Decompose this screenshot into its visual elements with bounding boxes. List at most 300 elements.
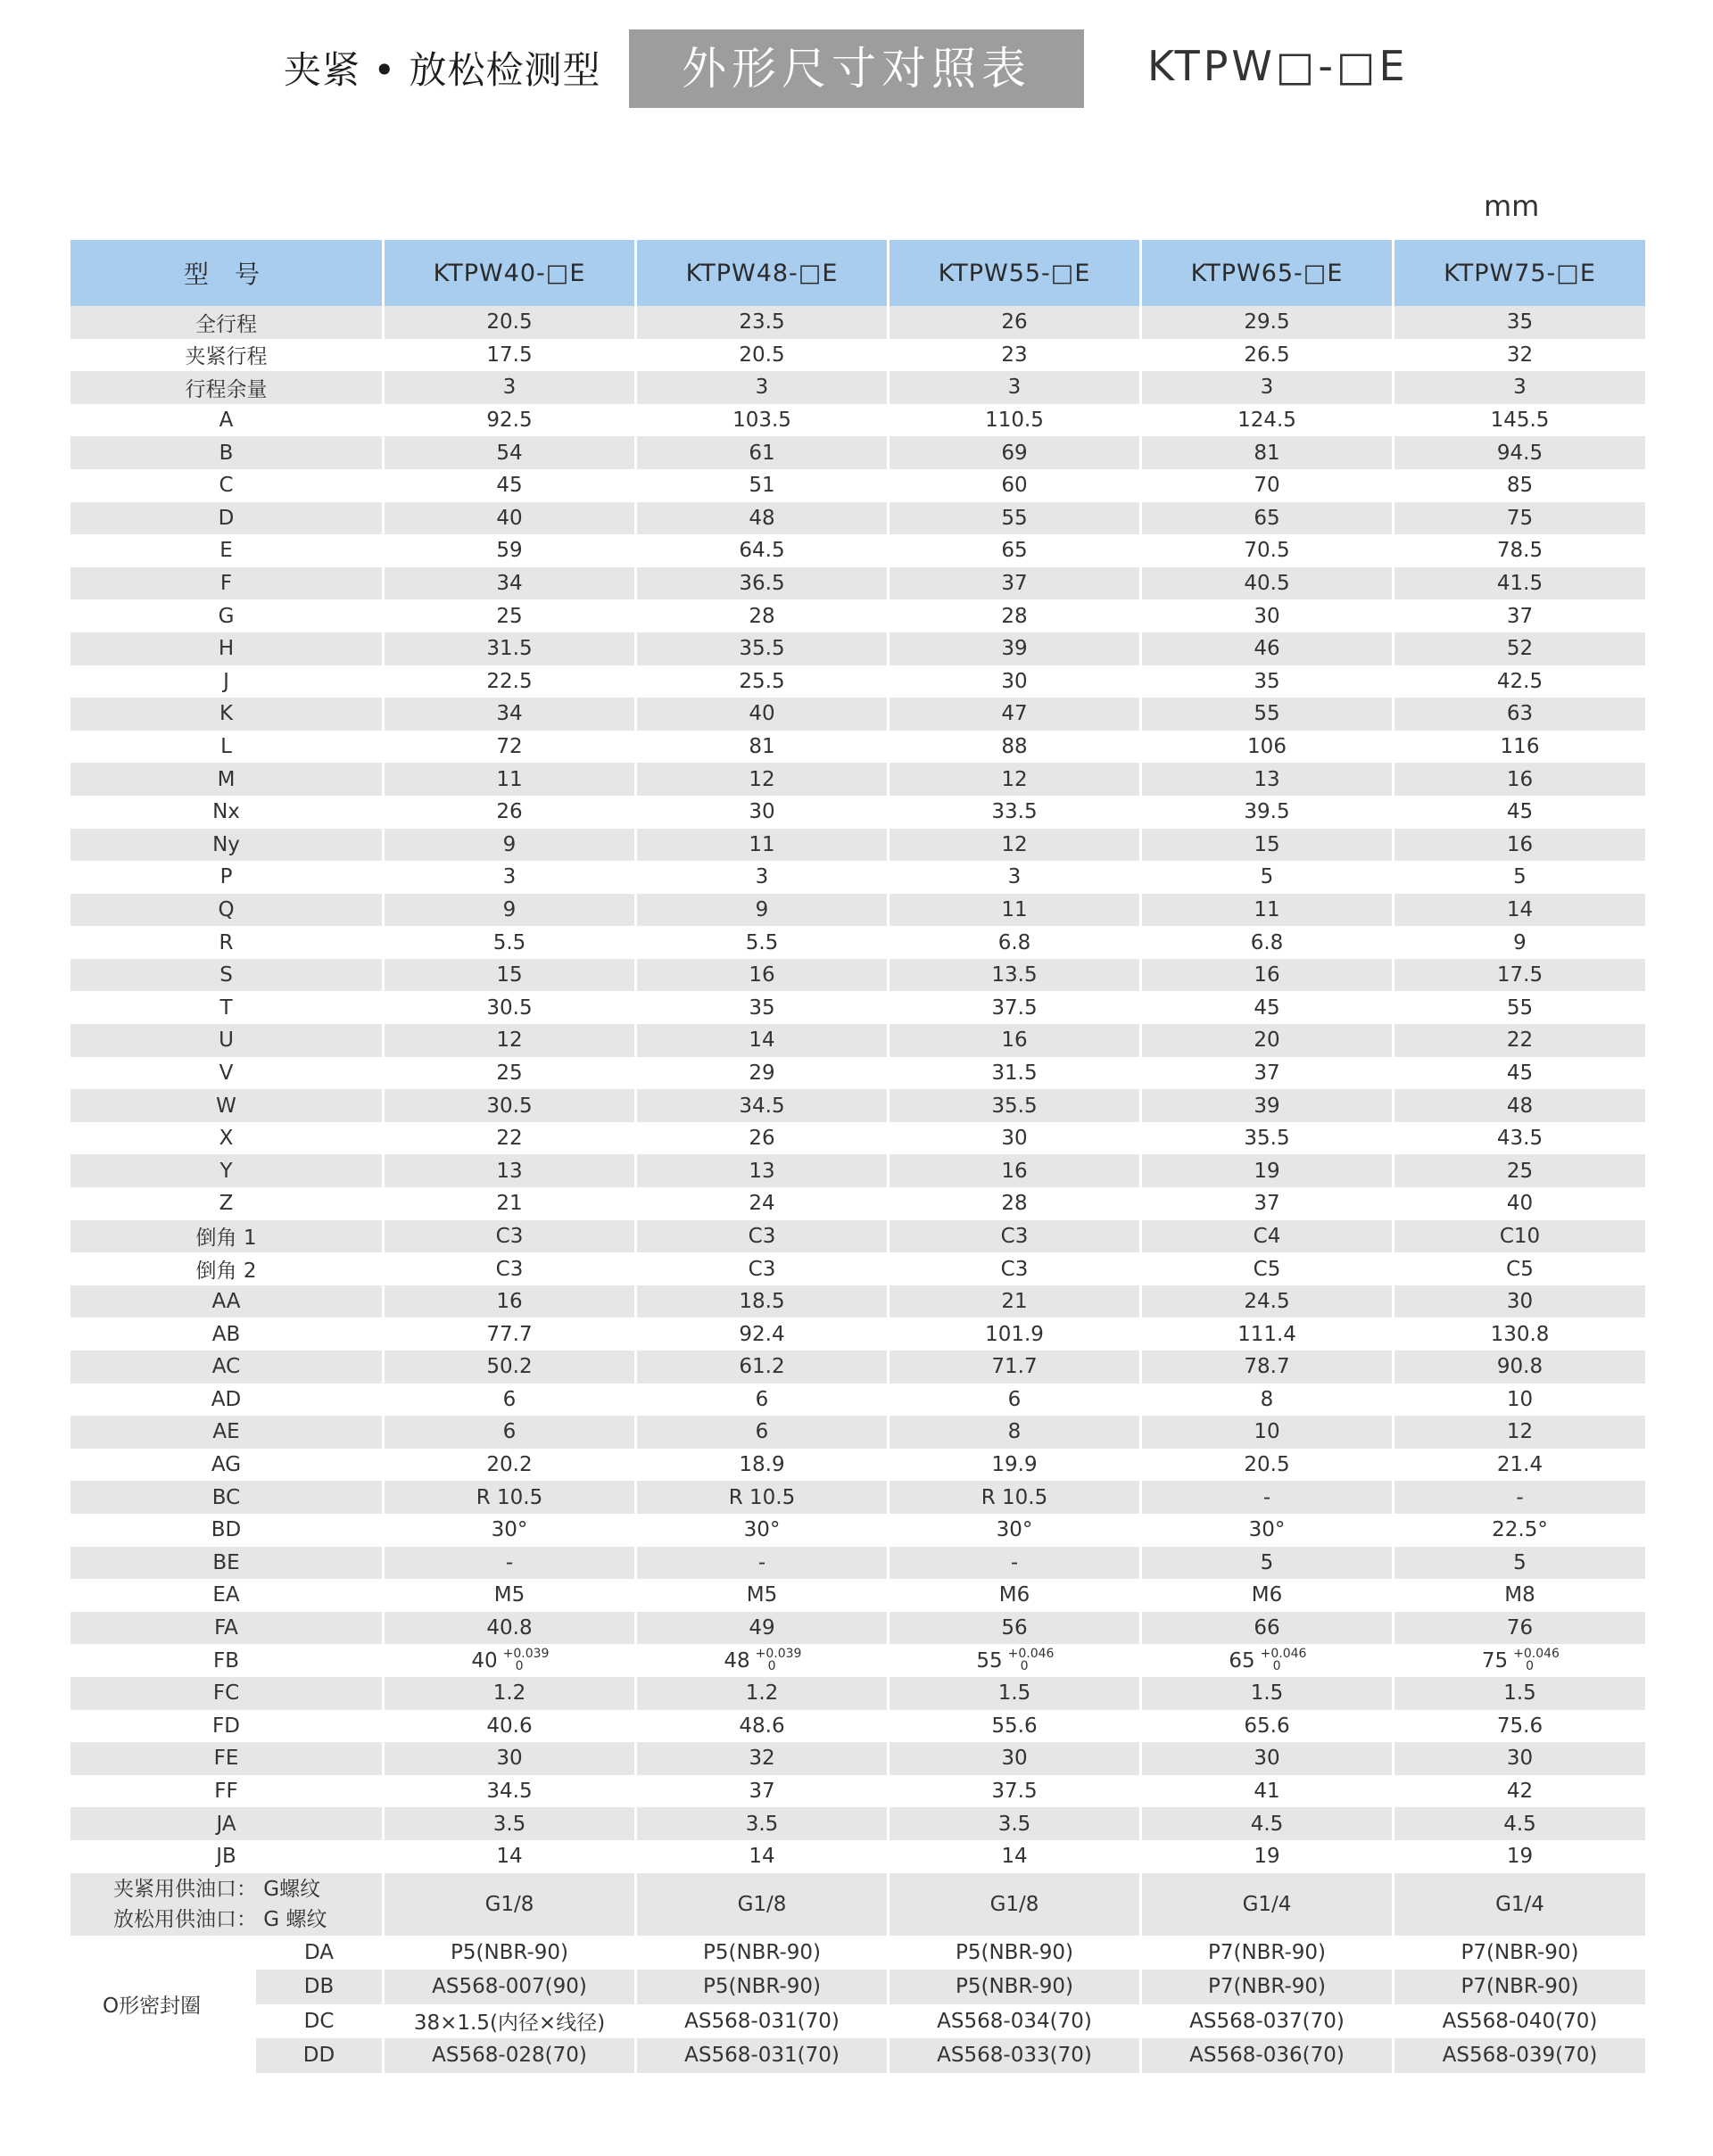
row-label: X [70, 1122, 384, 1155]
model-header-label: 型 号 [70, 240, 384, 306]
table-cell: 5.5 [384, 926, 636, 959]
table-cell: 55 [1141, 698, 1394, 731]
table-cell: 30° [889, 1514, 1141, 1547]
table-row [70, 1936, 1647, 1970]
table-cell: 49 [636, 1612, 889, 1645]
table-cell: 3 [1394, 371, 1647, 404]
table-cell: 23 [889, 339, 1141, 372]
table-cell: 20.5 [636, 339, 889, 372]
row-label: BC [70, 1481, 384, 1514]
table-cell: 16 [384, 1285, 636, 1318]
table-cell: 19.9 [889, 1449, 1141, 1482]
row-label: P [70, 861, 384, 894]
table-cell: AS568-028(70) [384, 2038, 636, 2073]
row-label: S [70, 959, 384, 992]
row-label: E [70, 534, 384, 567]
table-cell: 116 [1394, 731, 1647, 764]
tolerance-base: 48 [724, 1648, 750, 1673]
table-cell: 14 [636, 1840, 889, 1873]
table-cell: 9 [636, 894, 889, 927]
table-cell: 26 [636, 1122, 889, 1155]
table-cell: M8 [1394, 1579, 1647, 1612]
table-cell: P7(NBR-90) [1141, 1970, 1394, 2004]
table-cell: 18.5 [636, 1285, 889, 1318]
table-cell: 85 [1394, 469, 1647, 502]
table-cell: C3 [384, 1252, 636, 1285]
table-cell: 92.4 [636, 1318, 889, 1351]
table-cell: 24.5 [1141, 1285, 1394, 1318]
table-row [70, 306, 1647, 339]
table-row [70, 665, 1647, 698]
table-cell: 42.5 [1394, 665, 1647, 698]
table-cell: 28 [636, 599, 889, 632]
table-cell: M6 [1141, 1579, 1394, 1612]
table-cell: 90.8 [1394, 1351, 1647, 1384]
table-cell: 6 [384, 1416, 636, 1449]
tolerance-limits [1261, 1648, 1305, 1674]
row-label: AD [70, 1384, 384, 1417]
row-label: FA [70, 1612, 384, 1645]
table-cell: 34.5 [636, 1089, 889, 1122]
row-label: B [70, 436, 384, 469]
table-cell: 145.5 [1394, 404, 1647, 437]
table-cell: 77.7 [384, 1318, 636, 1351]
table-cell: 3 [889, 861, 1141, 894]
table-cell: 14 [889, 1840, 1141, 1873]
table-cell: C3 [384, 1220, 636, 1253]
table-cell: 11 [636, 829, 889, 862]
row-label: FE [70, 1742, 384, 1775]
table-cell: 3 [636, 861, 889, 894]
table-cell: G1/8 [384, 1873, 636, 1936]
table-row [70, 1481, 1647, 1514]
table-cell: 38×1.5(内径×线径) [384, 2004, 636, 2039]
table-cell: 1.2 [636, 1677, 889, 1710]
table-cell: AS568-031(70) [636, 2004, 889, 2039]
table-cell: 32 [1394, 339, 1647, 372]
table-cell: 32 [636, 1742, 889, 1775]
table-cell: 26 [384, 796, 636, 829]
table-cell: 12 [889, 763, 1141, 796]
table-cell: 12 [636, 763, 889, 796]
table-cell: 1.5 [1141, 1677, 1394, 1710]
table-cell: 9 [384, 829, 636, 862]
table-cell: 37 [1141, 1187, 1394, 1220]
table-cell: AS568-034(70) [889, 2004, 1141, 2039]
oring-code: DB [255, 1970, 384, 2004]
table-row [70, 1351, 1647, 1384]
table-row [70, 1416, 1647, 1449]
tolerance-lower: 0 [1272, 1658, 1281, 1673]
row-label: 夹紧行程 [70, 339, 384, 372]
table-cell: 92.5 [384, 404, 636, 437]
table-cell: 37.5 [889, 1775, 1141, 1808]
table-cell: P5(NBR-90) [384, 1936, 636, 1970]
row-label: L [70, 731, 384, 764]
table-cell: 40.5 [1141, 567, 1394, 600]
table-cell: AS568-031(70) [636, 2038, 889, 2073]
table-cell: 16 [889, 1154, 1141, 1187]
table-cell: 22 [384, 1122, 636, 1155]
table-cell: 36.5 [636, 567, 889, 600]
table-row [70, 1057, 1647, 1090]
table-cell: G1/4 [1141, 1873, 1394, 1936]
table-cell: 37 [636, 1775, 889, 1808]
table-cell: 75.6 [1394, 1710, 1647, 1743]
row-label: JB [70, 1840, 384, 1873]
table-row [70, 534, 1647, 567]
table-cell: 56 [889, 1612, 1141, 1645]
table-row [70, 1775, 1647, 1808]
row-label: AB [70, 1318, 384, 1351]
table-row [70, 1710, 1647, 1743]
table-cell: 43.5 [1394, 1122, 1647, 1155]
table-row [70, 1220, 1647, 1253]
tolerance-limits [756, 1648, 800, 1674]
table-row [70, 763, 1647, 796]
table-cell: 61 [636, 436, 889, 469]
table-cell: 40 [384, 502, 636, 535]
table-cell: 22.5 [384, 665, 636, 698]
table-cell: 5 [1141, 1547, 1394, 1580]
table-row [70, 1252, 1647, 1285]
tolerance-cell [889, 1644, 1141, 1677]
row-label: AG [70, 1449, 384, 1482]
row-label: 倒角 1 [70, 1220, 384, 1253]
table-cell: G1/4 [1394, 1873, 1647, 1936]
table-cell: 11 [889, 894, 1141, 927]
row-label: FD [70, 1710, 384, 1743]
table-cell: 5.5 [636, 926, 889, 959]
row-label: FC [70, 1677, 384, 1710]
table-cell: 19 [1141, 1840, 1394, 1873]
table-cell: 19 [1141, 1154, 1394, 1187]
table-cell: 6.8 [1141, 926, 1394, 959]
tolerance-upper: +0.039 [502, 1646, 550, 1661]
table-row [70, 1187, 1647, 1220]
table-cell: 51 [636, 469, 889, 502]
oring-label: O形密封圈 [70, 1936, 255, 2073]
table-cell: 47 [889, 698, 1141, 731]
table-cell: 70.5 [1141, 534, 1394, 567]
table-cell: 37 [1141, 1057, 1394, 1090]
table-cell: 110.5 [889, 404, 1141, 437]
table-row [70, 1742, 1647, 1775]
table-cell: C3 [636, 1252, 889, 1285]
table-cell: 40 [636, 698, 889, 731]
tolerance-lower: 0 [1020, 1658, 1029, 1673]
table-cell: 26.5 [1141, 339, 1394, 372]
table-cell: 30° [1141, 1514, 1394, 1547]
table-cell: 19 [1394, 1840, 1647, 1873]
table-cell: R 10.5 [889, 1481, 1141, 1514]
tolerance-lower: 0 [1526, 1658, 1535, 1673]
table-cell: C4 [1141, 1220, 1394, 1253]
table-cell: AS568-033(70) [889, 2038, 1141, 2073]
table-row [70, 894, 1647, 927]
table-cell: 4.5 [1394, 1807, 1647, 1840]
row-label: D [70, 502, 384, 535]
table-row [70, 469, 1647, 502]
table-cell: 13 [384, 1154, 636, 1187]
row-label: AA [70, 1285, 384, 1318]
oring-code: DA [255, 1936, 384, 1970]
row-label: BE [70, 1547, 384, 1580]
table-cell: 21.4 [1394, 1449, 1647, 1482]
table-row [70, 404, 1647, 437]
table-cell: 20.5 [1141, 1449, 1394, 1482]
table-cell: 35 [1141, 665, 1394, 698]
table-cell: 40.8 [384, 1612, 636, 1645]
row-label: 全行程 [70, 306, 384, 339]
table-cell: 12 [1394, 1416, 1647, 1449]
table-cell: 35.5 [889, 1089, 1141, 1122]
table-cell: 45 [1141, 991, 1394, 1024]
table-row [70, 1024, 1647, 1057]
tolerance-base: 40 [471, 1648, 498, 1673]
row-label: T [70, 991, 384, 1024]
table-cell: 30 [889, 1742, 1141, 1775]
row-label: Nx [70, 796, 384, 829]
table-cell: 3.5 [636, 1807, 889, 1840]
table-cell: 16 [1141, 959, 1394, 992]
unit-label: mm [1484, 189, 1540, 223]
table-cell: R 10.5 [384, 1481, 636, 1514]
table-cell: 29 [636, 1057, 889, 1090]
table-cell: 130.8 [1394, 1318, 1647, 1351]
tolerance-lower: 0 [767, 1658, 776, 1673]
table-row [70, 632, 1647, 665]
table-row [70, 339, 1647, 372]
table-cell: 20 [1141, 1024, 1394, 1057]
table-cell: 30 [889, 665, 1141, 698]
table-cell: 12 [889, 829, 1141, 862]
table-cell: 41.5 [1394, 567, 1647, 600]
row-label: AC [70, 1351, 384, 1384]
table-cell: 14 [636, 1024, 889, 1057]
table-cell: M6 [889, 1579, 1141, 1612]
table-row [70, 991, 1647, 1024]
tolerance-base: 55 [976, 1648, 1003, 1673]
table-cell: 34 [384, 567, 636, 600]
model-header: KTPW48-□E [636, 240, 889, 306]
table-cell: 25 [384, 1057, 636, 1090]
table-cell: 30.5 [384, 991, 636, 1024]
page-title: 外形尺寸对照表 [629, 29, 1084, 108]
table-cell: 23.5 [636, 306, 889, 339]
table-cell: 45 [1394, 796, 1647, 829]
table-cell: 1.2 [384, 1677, 636, 1710]
tolerance-cell [636, 1644, 889, 1677]
row-label: M [70, 763, 384, 796]
table-cell: 124.5 [1141, 404, 1394, 437]
table-cell: 81 [1141, 436, 1394, 469]
table-cell: C3 [889, 1252, 1141, 1285]
table-cell: 39.5 [1141, 796, 1394, 829]
tolerance-lower: 0 [515, 1658, 524, 1673]
table-cell: 13.5 [889, 959, 1141, 992]
table-cell: 69 [889, 436, 1141, 469]
table-cell: 30 [1141, 599, 1394, 632]
table-cell: 10 [1141, 1416, 1394, 1449]
table-cell: 66 [1141, 1612, 1394, 1645]
row-label: Q [70, 894, 384, 927]
table-cell: 6 [889, 1384, 1141, 1417]
table-cell: 33.5 [889, 796, 1141, 829]
table-cell: 14 [384, 1840, 636, 1873]
table-row [70, 796, 1647, 829]
table-cell: P7(NBR-90) [1394, 1970, 1647, 2004]
model-header: KTPW55-□E [889, 240, 1141, 306]
table-row [70, 1318, 1647, 1351]
row-label: AE [70, 1416, 384, 1449]
table-row [70, 861, 1647, 894]
table-cell: 16 [636, 959, 889, 992]
table-row [70, 599, 1647, 632]
table-cell: 46 [1141, 632, 1394, 665]
table-cell: 35 [1394, 306, 1647, 339]
table-row [70, 502, 1647, 535]
table-cell: 31.5 [384, 632, 636, 665]
table-cell: 48 [1394, 1089, 1647, 1122]
table-cell: 24 [636, 1187, 889, 1220]
table-cell: 30 [384, 1742, 636, 1775]
table-row [70, 1612, 1647, 1645]
model-header: KTPW40-□E [384, 240, 636, 306]
table-row [70, 829, 1647, 862]
dimension-table [68, 240, 1648, 2073]
table-cell: 30 [889, 1122, 1141, 1155]
table-cell: M5 [636, 1579, 889, 1612]
table-cell: 26 [889, 306, 1141, 339]
table-row [70, 1154, 1647, 1187]
table-row [70, 1970, 1647, 2004]
table-header-row [70, 240, 1647, 306]
table-row [70, 731, 1647, 764]
table-cell: 13 [1141, 763, 1394, 796]
table-cell: M5 [384, 1579, 636, 1612]
table-row [70, 371, 1647, 404]
table-cell: 88 [889, 731, 1141, 764]
table-cell: 52 [1394, 632, 1647, 665]
tolerance-cell [1141, 1644, 1394, 1677]
table-cell: 30° [384, 1514, 636, 1547]
table-row [70, 1122, 1647, 1155]
table-row [70, 1547, 1647, 1580]
table-cell: 15 [384, 959, 636, 992]
table-row [70, 1840, 1647, 1873]
table-cell: 25.5 [636, 665, 889, 698]
tolerance-limits [1008, 1648, 1053, 1674]
row-label: U [70, 1024, 384, 1057]
table-cell: 30° [636, 1514, 889, 1547]
table-cell: C5 [1141, 1252, 1394, 1285]
clamp-port-label: 夹紧用供油口： G螺纹 [113, 1877, 321, 1901]
row-label: J [70, 665, 384, 698]
table-cell: 17.5 [384, 339, 636, 372]
table-cell: 1.5 [1394, 1677, 1647, 1710]
table-cell: 103.5 [636, 404, 889, 437]
table-cell: 5 [1394, 861, 1647, 894]
table-cell: P5(NBR-90) [889, 1936, 1141, 1970]
table-cell: - [1141, 1481, 1394, 1514]
table-cell: 13 [636, 1154, 889, 1187]
table-cell: 4.5 [1141, 1807, 1394, 1840]
row-label: Z [70, 1187, 384, 1220]
table-cell: 39 [889, 632, 1141, 665]
table-cell: 6.8 [889, 926, 1141, 959]
table-cell: 48 [636, 502, 889, 535]
table-cell: 30 [1394, 1742, 1647, 1775]
table-cell: 9 [384, 894, 636, 927]
row-label: R [70, 926, 384, 959]
row-label: K [70, 698, 384, 731]
table-cell: 37.5 [889, 991, 1141, 1024]
row-label: A [70, 404, 384, 437]
table-cell: 11 [1141, 894, 1394, 927]
table-cell: 78.5 [1394, 534, 1647, 567]
table-cell: 65 [889, 534, 1141, 567]
table-cell: 14 [1394, 894, 1647, 927]
table-cell: 1.5 [889, 1677, 1141, 1710]
table-cell: 60 [889, 469, 1141, 502]
table-cell: G1/8 [636, 1873, 889, 1936]
table-cell: 54 [384, 436, 636, 469]
row-label: W [70, 1089, 384, 1122]
table-cell: 65.6 [1141, 1710, 1394, 1743]
table-row [70, 1449, 1647, 1482]
tolerance-limits [503, 1648, 548, 1674]
table-cell: 17.5 [1394, 959, 1647, 992]
table-cell: 94.5 [1394, 436, 1647, 469]
table-cell: 72 [384, 731, 636, 764]
row-label: FB [70, 1644, 384, 1677]
table-cell: 45 [1394, 1057, 1647, 1090]
table-cell: 35 [636, 991, 889, 1024]
table-cell: 18.9 [636, 1449, 889, 1482]
table-cell: AS568-039(70) [1394, 2038, 1647, 2073]
table-cell: 5 [1141, 861, 1394, 894]
table-cell: AS568-036(70) [1141, 2038, 1394, 2073]
table-cell: 11 [384, 763, 636, 796]
table-cell: 30 [636, 796, 889, 829]
table-cell: AS568-037(70) [1141, 2004, 1394, 2039]
row-label: EA [70, 1579, 384, 1612]
table-row [70, 698, 1647, 731]
table-cell: 9 [1394, 926, 1647, 959]
table-cell: 55 [1394, 991, 1647, 1024]
table-cell: 81 [636, 731, 889, 764]
table-cell: P7(NBR-90) [1394, 1936, 1647, 1970]
table-cell: AS568-007(90) [384, 1970, 636, 2004]
table-cell: 5 [1394, 1547, 1647, 1580]
table-cell: 61.2 [636, 1351, 889, 1384]
row-label: C [70, 469, 384, 502]
table-cell: 28 [889, 1187, 1141, 1220]
table-row [70, 1384, 1647, 1417]
row-label: FF [70, 1775, 384, 1808]
table-cell: P5(NBR-90) [889, 1970, 1141, 2004]
table-cell: 106 [1141, 731, 1394, 764]
row-label: Y [70, 1154, 384, 1187]
table-cell: 37 [1394, 599, 1647, 632]
table-cell: - [1394, 1481, 1647, 1514]
section-title: 夹紧 • 放松检测型 [284, 48, 601, 92]
table-cell: 50.2 [384, 1351, 636, 1384]
row-label: JA [70, 1807, 384, 1840]
table-cell: G1/8 [889, 1873, 1141, 1936]
table-cell: 71.7 [889, 1351, 1141, 1384]
